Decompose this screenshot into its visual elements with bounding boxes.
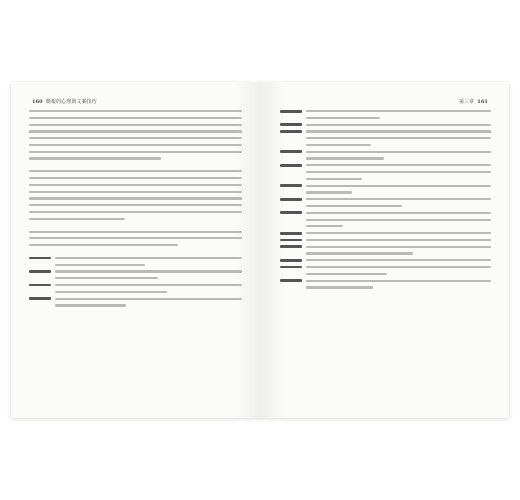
left-page <box>11 82 260 418</box>
list-item <box>280 280 491 294</box>
right-page-number: 161 <box>477 99 488 105</box>
list-item <box>280 246 491 260</box>
list-item <box>280 164 491 184</box>
paragraph <box>29 170 242 220</box>
paragraph <box>29 231 242 247</box>
list-item <box>280 266 491 280</box>
list-item <box>280 212 491 232</box>
right-page-body <box>280 110 491 293</box>
list-item <box>280 110 491 124</box>
left-running-header <box>29 98 97 105</box>
list-item <box>280 130 491 150</box>
paragraph <box>29 110 242 160</box>
right-page <box>260 82 509 418</box>
list-item <box>29 270 242 284</box>
list-item <box>280 239 491 246</box>
list-item <box>29 257 242 271</box>
left-page-body <box>29 110 242 311</box>
book-spread <box>11 82 509 418</box>
right-running-header <box>459 98 491 105</box>
list-item <box>280 124 491 131</box>
list-item <box>29 284 242 298</box>
list-item <box>280 151 491 165</box>
list-item <box>29 298 242 312</box>
right-header-title: 第三章 <box>458 99 475 105</box>
list-item <box>280 259 491 266</box>
list-item <box>280 232 491 239</box>
left-page-number: 160 <box>32 99 43 105</box>
left-header-title: 簡報的心理與文案技巧 <box>45 99 97 105</box>
list-item <box>280 185 491 199</box>
list-item <box>280 198 491 212</box>
